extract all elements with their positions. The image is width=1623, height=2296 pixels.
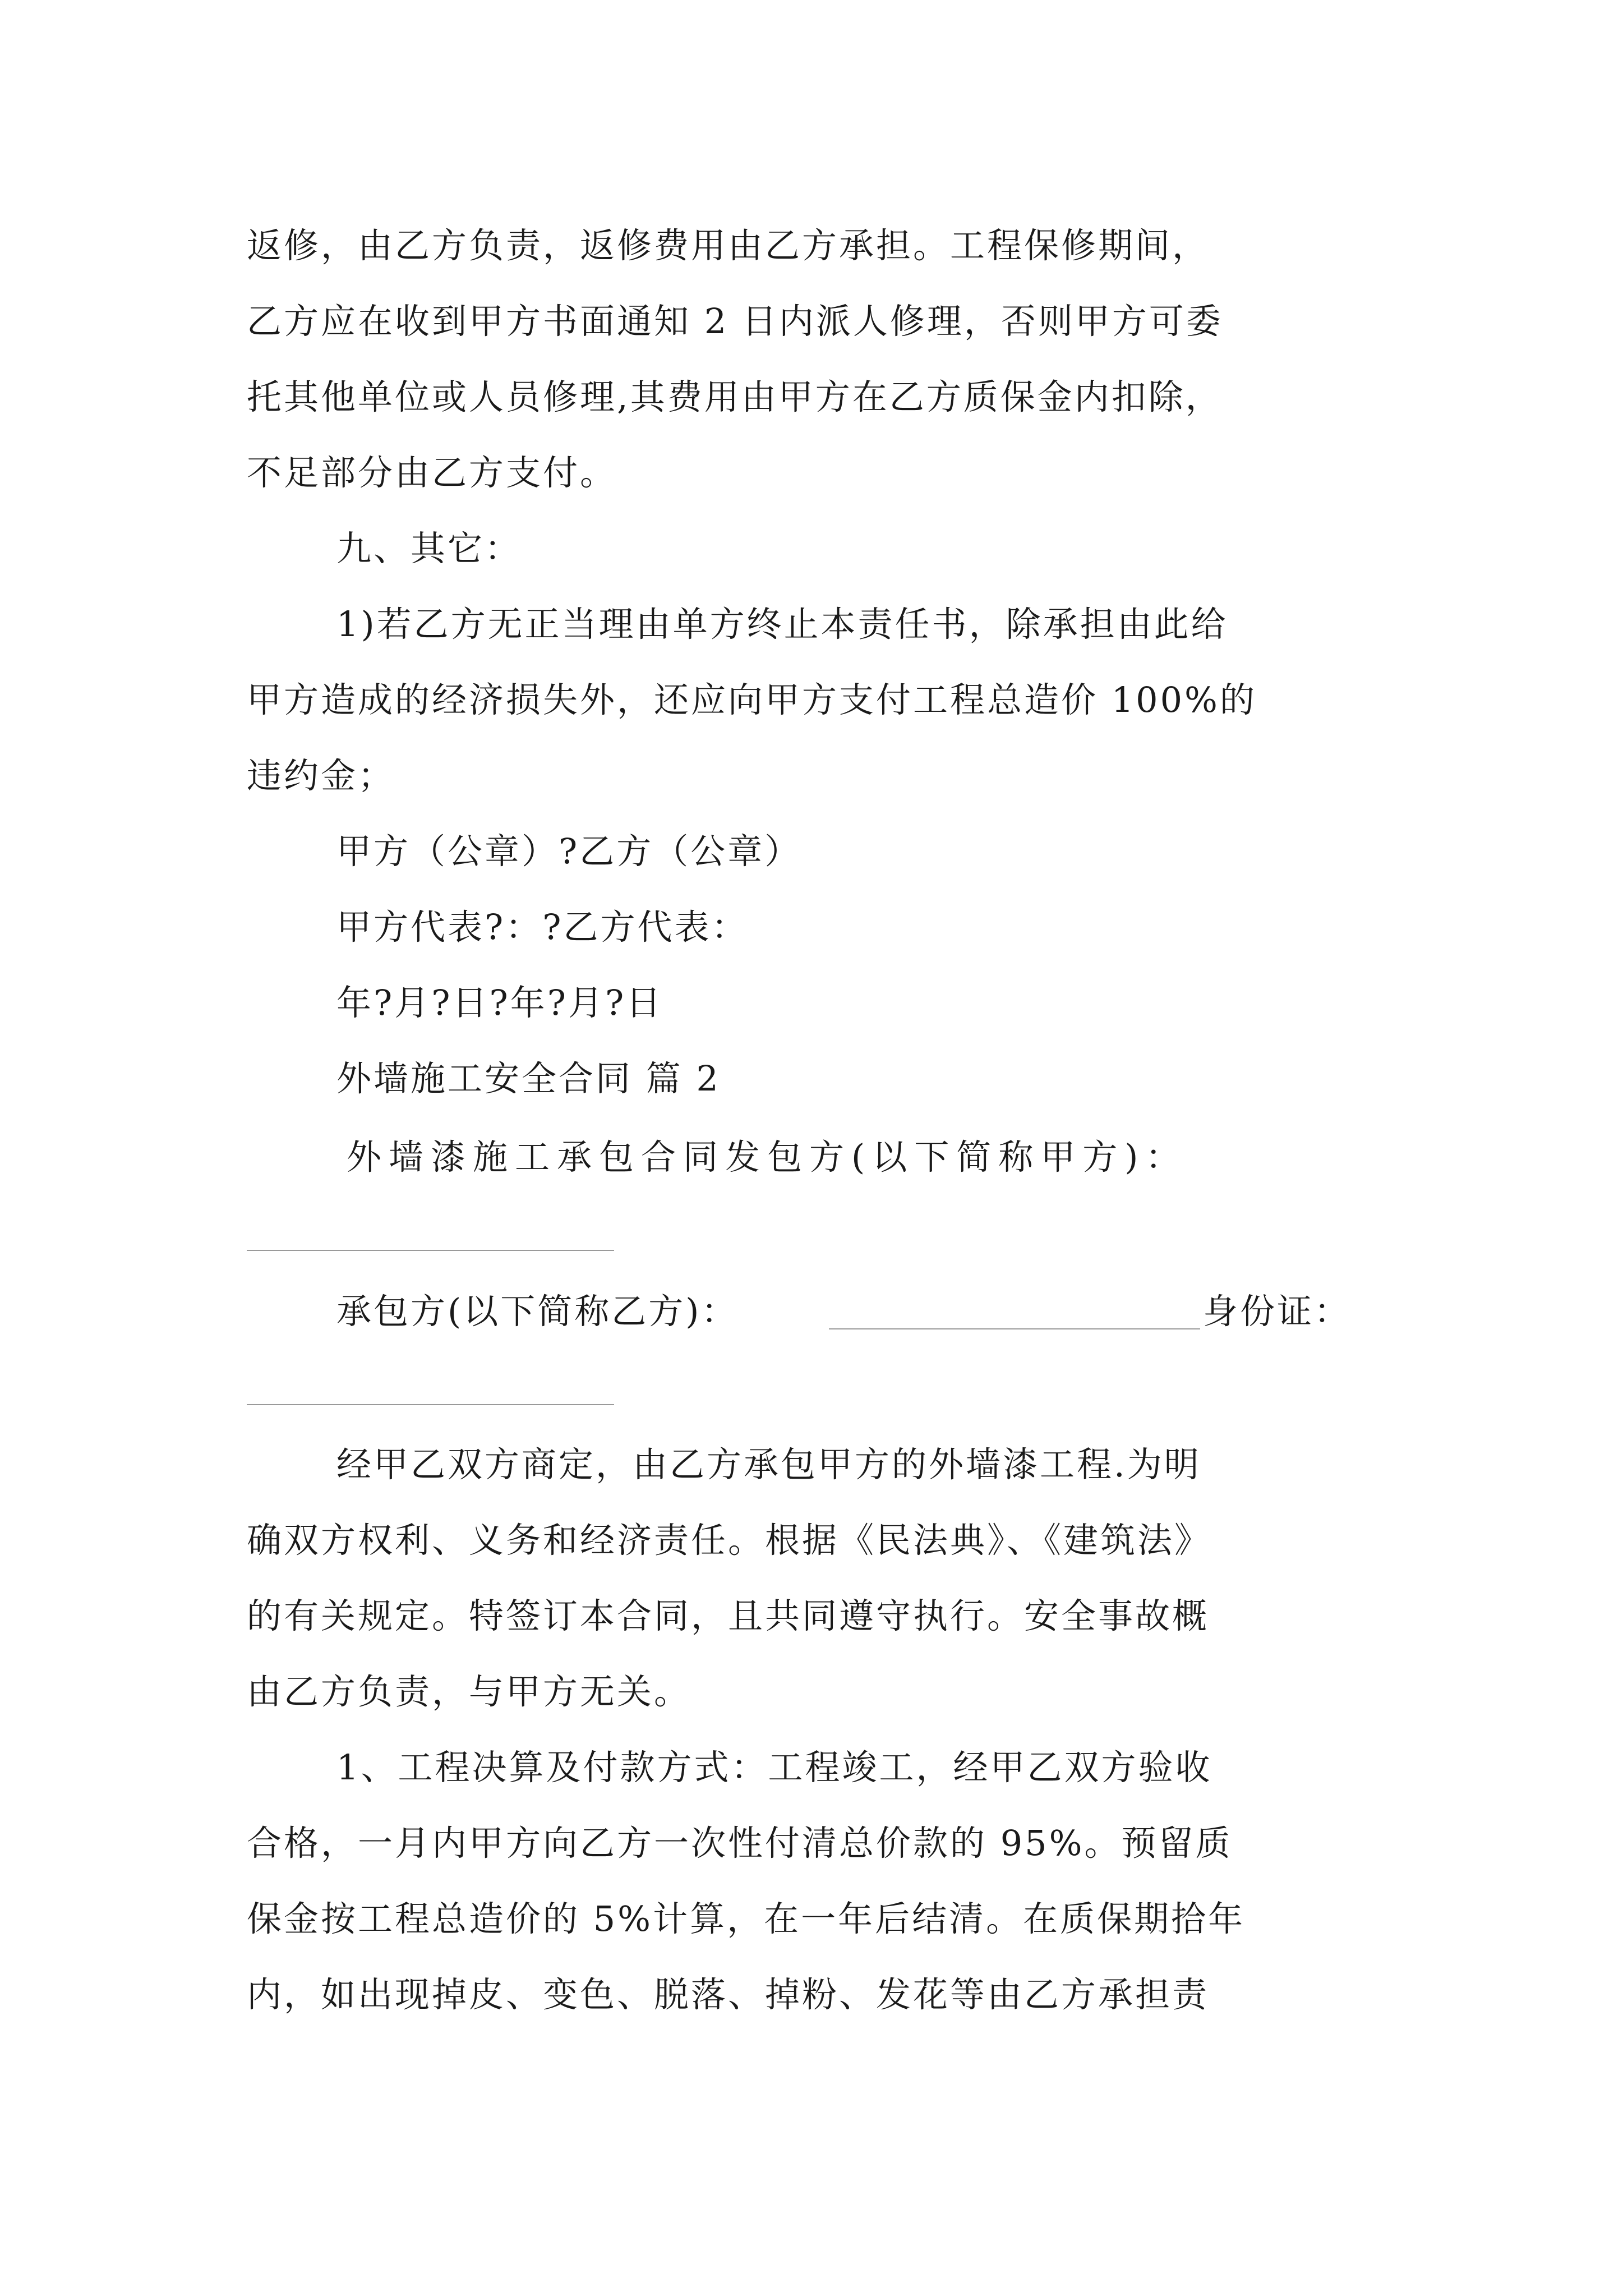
blank-underline: [247, 1250, 614, 1251]
contract-intro: 外墙漆施工承包合同发包方(以下简称甲方)：: [347, 1137, 1188, 1177]
text-line: 确双方权利、义务和经济责任。根据《民法典》、《建筑法》: [247, 1520, 1212, 1561]
text-line: 1)若乙方无正当理由单方终止本责任书，除承担由此给: [336, 604, 1228, 645]
id-label: 身份证：: [1203, 1291, 1352, 1332]
text-line: 违约金；: [247, 755, 395, 796]
blank-underline: [829, 1328, 1200, 1329]
text-line: 1、工程决算及付款方式：工程竣工，经甲乙双方验收: [336, 1747, 1212, 1788]
blank-underline: [247, 1404, 614, 1405]
signature-date-line: 年?月?日?年?月?日: [336, 982, 663, 1023]
text-line: 托其他单位或人员修理,其费用由甲方在乙方质保金内扣除，: [247, 376, 1223, 417]
contractor-label: 承包方(以下简称乙方)：: [336, 1291, 739, 1332]
text-line: 内，如出现掉皮、变色、脱落、掉粉、发花等由乙方承担责: [247, 1974, 1210, 2015]
text-line: 的有关规定。特签订本合同，且共同遵守执行。安全事故概: [247, 1595, 1210, 1636]
text-line: 由乙方负责，与甲方无关。: [247, 1671, 691, 1712]
section-title: 外墙施工安全合同 篇 2: [336, 1058, 721, 1099]
signature-representative-line: 甲方代表?：?乙方代表：: [336, 907, 749, 947]
text-line: 乙方应在收到甲方书面通知 2 日内派人修理，否则甲方可委: [247, 301, 1223, 342]
text-line: 不足部分由乙方支付。: [247, 452, 617, 493]
text-line: 返修，由乙方负责，返修费用由乙方承担。工程保修期间，: [247, 225, 1210, 266]
text-line: 保金按工程总造价的 5%计算，在一年后结清。在质保期拾年: [247, 1898, 1246, 1939]
text-line: 甲方造成的经济损失外，还应向甲方支付工程总造价 100%的: [247, 679, 1257, 720]
text-line: 经甲乙双方商定，由乙方承包甲方的外墙漆工程.为明: [336, 1444, 1201, 1485]
signature-seal-line: 甲方（公章）?乙方（公章）: [336, 831, 802, 872]
text-line: 合格，一月内甲方向乙方一次性付清总价款的 95%。预留质: [247, 1823, 1233, 1864]
section-heading: 九、其它：: [336, 528, 522, 569]
